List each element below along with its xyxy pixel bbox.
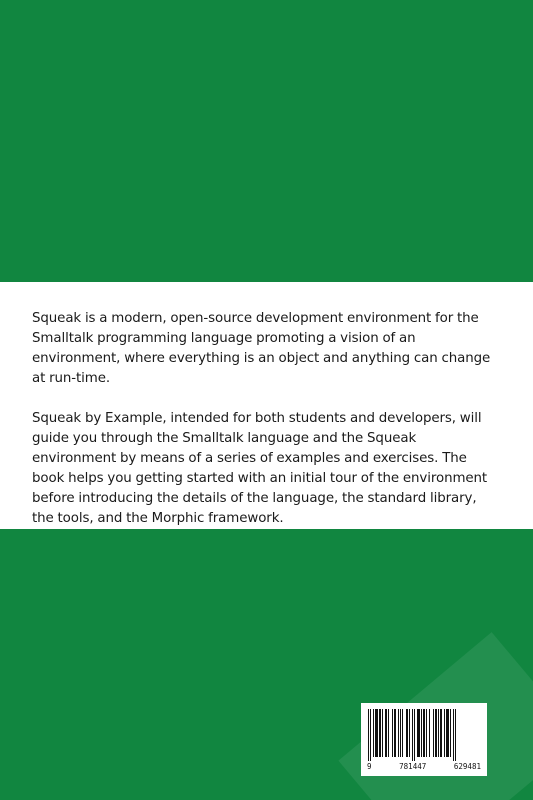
barcode-bar [402,709,403,757]
barcode-bar [375,709,378,757]
barcode-bar [385,709,387,757]
barcode-bar [406,709,408,757]
barcode-digit-lead: 9 [367,762,372,771]
barcode-bar [444,709,445,757]
barcode-bar [446,709,449,757]
barcode-bar [373,709,374,757]
barcode-bar [453,709,454,761]
barcode-bar [409,709,410,757]
barcode-bar [421,709,422,757]
barcode-digits-right: 629481 [453,762,481,771]
barcode-bar [433,709,434,757]
barcode-bar [412,709,413,761]
blurb-paragraph-2: Squeak by Example, intended for both students and developers, will guide you through the Smalltalk language and the Squeak environment by means of a series of examples and exercises. The book helps you getting started with an initial tour of the environment before introducing the details of the language, the standard library, the tools, and the Morphic framework. [32,411,488,526]
barcode-bar [438,709,439,757]
isbn-barcode [361,703,487,776]
barcode-bar [455,709,456,761]
barcode-bar [368,709,369,761]
barcode-bar [423,709,425,757]
barcode-bar [429,709,430,757]
barcode-digits-left: 781447 [399,762,427,771]
barcode-bar [398,709,399,757]
barcode-bar [379,709,381,757]
barcode-bar [417,709,420,757]
blurb-paragraph-1: Squeak is a modern, open-source development environment for the Smalltalk programming language promoting a vision of an environment, where everything is an object and anything can change at run-time. [32,311,491,386]
barcode-bar [414,709,415,761]
barcode-bar [370,709,371,761]
barcode-bar [394,709,396,757]
blurb-panel [0,282,533,529]
barcode-bar [382,709,383,757]
cover-top-band [0,0,533,282]
barcode-bar [426,709,427,757]
barcode-bar [392,709,393,757]
barcode-digits [366,762,482,771]
barcode-bar [440,709,442,757]
barcode-bar [388,709,389,757]
barcode-bar [400,709,401,757]
barcode-bar [435,709,437,757]
barcode-bars [366,709,482,761]
barcode-bar [450,709,451,757]
